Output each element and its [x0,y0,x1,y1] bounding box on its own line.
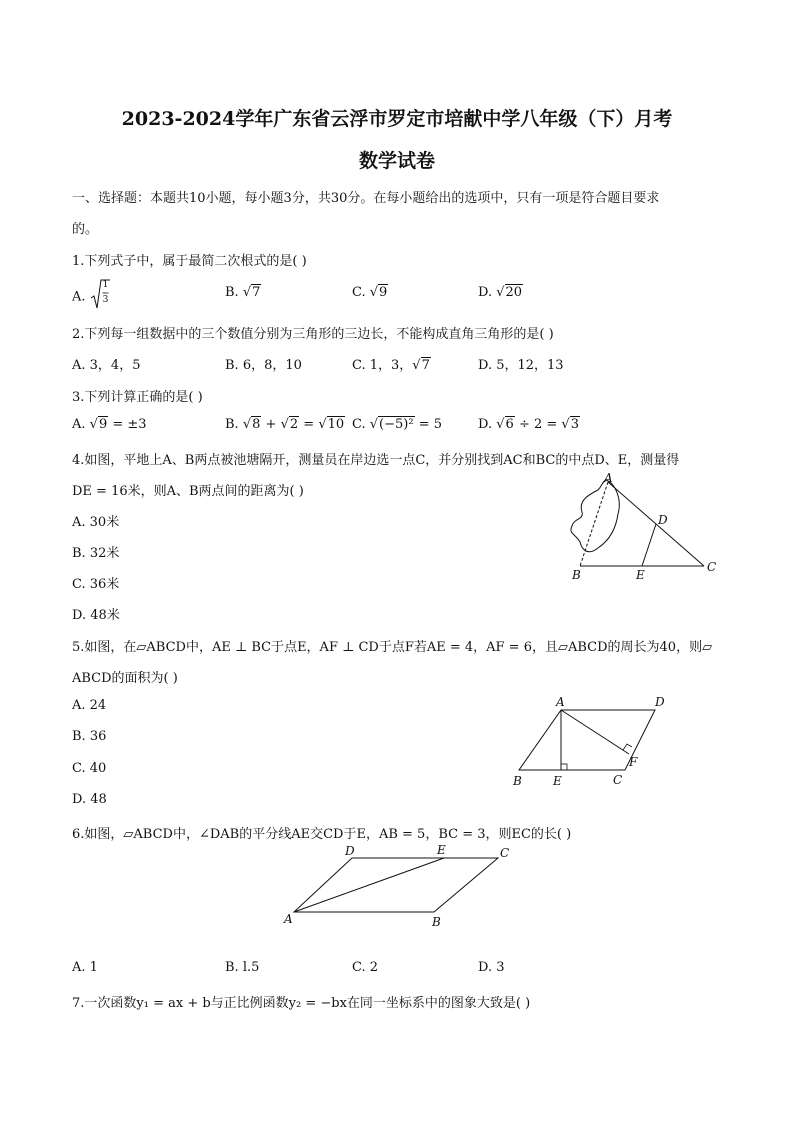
q4-label-e: E [636,568,645,582]
q5-stem-line1: 5.如图，在▱ABCD中，AE ⊥ BC于点E，AF ⊥ CD于点F若AE = 4，AF = 6，且▱ABCD的周长为40，则▱ [72,640,713,655]
q4-option-d: D. 48米 [72,608,120,623]
q3-option-a: A. √9 = ±3 [72,417,147,432]
q1-option-c: C. √9 [352,285,388,300]
q2-option-d: D. 5，12，13 [478,358,564,373]
q2-option-b: B. 6，8，10 [225,358,302,373]
q3-stem: 3.下列计算正确的是( ) [72,390,203,405]
q6-option-b: B. l.5 [225,960,260,975]
q2-option-c: C. 1，3，√7 [352,358,430,373]
q5-label-b: B [513,774,522,788]
q1-stem: 1.下列式子中，属于最简二次根式的是( ) [72,254,307,269]
q5-label-d: D [655,695,665,709]
q5-label-c: C [613,773,623,787]
q7-stem: 7.一次函数y₁ = ax + b与正比例函数y₂ = −bx在同一坐标系中的图象大致是( ) [72,996,531,1011]
section-heading-line1: 一、选择题：本题共10小题，每小题3分，共30分。在每小题给出的选项中，只有一项是符合题目要求 [72,191,660,206]
q1-a-denominator: 3 [102,295,109,305]
q6-label-c: C [500,846,510,860]
q1-option-d: D. √20 [478,285,523,300]
q6-label-e: E [437,843,446,857]
q6-option-a: A. 1 [72,960,98,975]
q5-option-c: C. 40 [72,761,107,776]
q4-figure-pond-triangle [560,470,725,585]
q6-option-c: C. 2 [352,960,379,975]
q5-figure-parallelogram [505,692,680,792]
paper-title-line1: 2023-2024学年广东省云浮市罗定市培献中学八年级（下）月考 [121,108,673,130]
q1-a-numerator: 1 [102,280,109,290]
q3-option-d: D. √6 ÷ 2 = √3 [478,417,579,432]
q2-option-a: A. 3，4，5 [72,358,141,373]
q4-label-a: A [604,471,613,485]
section-heading-line2: 的。 [72,222,99,237]
q4-label-b: B [572,568,581,582]
q3-option-b: B. √8 + √2 = √10 [225,417,345,432]
q5-label-e: E [553,774,562,788]
q4-option-a: A. 30米 [72,515,120,530]
q5-stem-line2: ABCD的面积为( ) [72,671,178,686]
q6-label-a: A [284,912,293,926]
q5-option-a: A. 24 [72,698,107,713]
q4-option-b: B. 32米 [72,546,120,561]
q4-stem-line1: 4.如图，平地上A、B两点被池塘隔开，测量员在岸边选一点C，并分别找到AC和BC的中点D、E，测量得 [72,453,680,468]
q6-figure-parallelogram [278,840,518,930]
q6-stem: 6.如图，▱ABCD中，∠DAB的平分线AE交CD于E，AB = 5，BC = 3，则EC的长( ) [72,827,572,842]
q6-option-d: D. 3 [478,960,505,975]
q5-label-f: F [629,755,638,769]
q4-stem-line2: DE = 16米，则A、B两点间的距离为( ) [72,484,304,499]
q3-option-c: C. √(−5)² = 5 [352,417,443,432]
q4-label-d: D [658,513,668,527]
q4-option-c: C. 36米 [72,577,120,592]
q5-option-d: D. 48 [72,792,107,807]
paper-title-line2: 数学试卷 [358,150,435,172]
q6-label-d: D [345,844,355,858]
q1-option-a: A. 1 3 [72,282,110,312]
q4-label-c: C [707,560,717,574]
q2-stem: 2.下列每一组数据中的三个数值分别为三角形的三边长，不能构成直角三角形的是( ) [72,327,554,342]
q6-label-b: B [432,915,441,929]
q5-option-b: B. 36 [72,729,107,744]
q5-label-a: A [556,695,565,709]
q1-option-b: B. √7 [225,285,261,300]
